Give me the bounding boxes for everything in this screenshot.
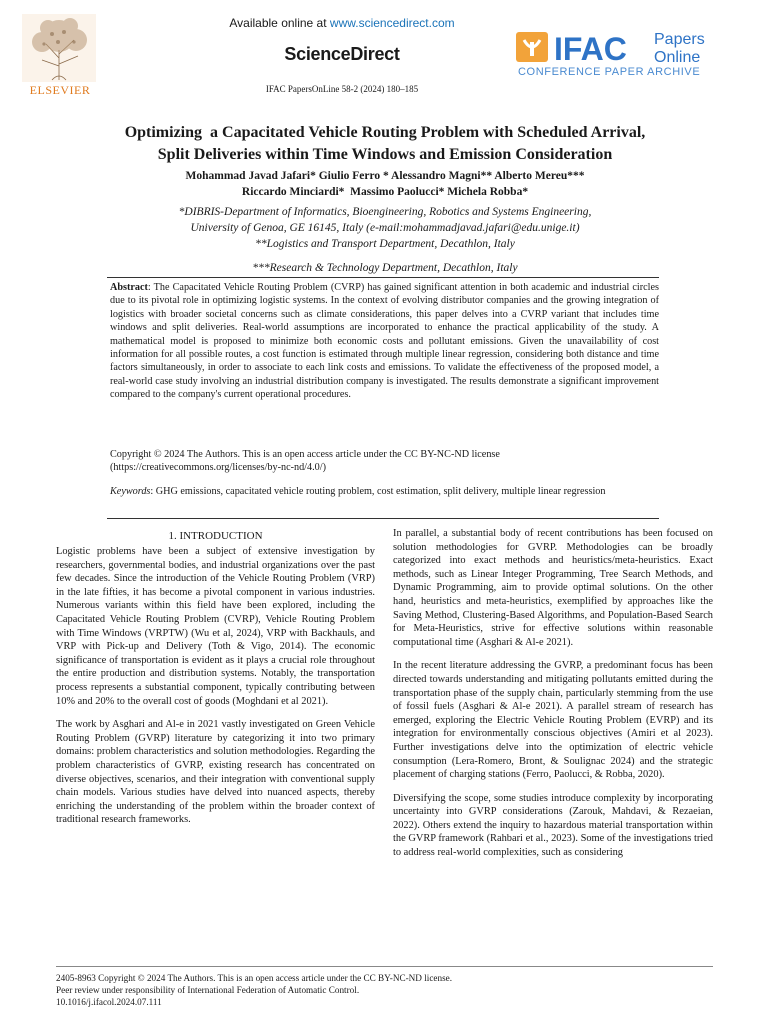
affiliation-2: University of Genoa, GE 16145, Italy (e-mail:mohammadjavad.jafari@edu.unige.it)	[190, 222, 580, 234]
affiliation-4: ***Research & Technology Department, Decathlon, Italy	[252, 262, 518, 274]
footer-peer-review: Peer review under responsibility of International Federation of Automatic Control.	[56, 985, 360, 995]
section-heading: 1. INTRODUCTION	[168, 530, 263, 542]
footer-doi[interactable]: 10.1016/j.ifacol.2024.07.111	[56, 997, 162, 1007]
keywords-label: Keywords	[110, 486, 151, 497]
paper-title	[60, 122, 710, 166]
keywords	[110, 485, 659, 498]
footer	[56, 972, 713, 1008]
online-word: Online	[654, 49, 701, 66]
title-line-2: Split Deliveries within Time Windows and Emission Consideration	[157, 146, 613, 163]
journal-citation: IFAC PapersOnLine 58-2 (2024) 180–185	[265, 84, 419, 94]
right-column	[393, 527, 713, 870]
abstract-label: Abstract	[110, 282, 148, 293]
abstract	[110, 281, 659, 402]
elsevier-wordmark: ELSEVIER	[29, 83, 91, 97]
abstract-text: : The Capacitated Vehicle Routing Problem (CVRP) has gained significant attention in both academic and industrial circles due to its pivotal role in optimizing logistic systems. In the context of evolving distributor companies and the growing integration of logistics with broader societal concerns such as climate considerations, this paper delves into a CVRP variant that includes time windows and split deliveries. Real-world assumptions are incorporated to enhance the practical applicability of the study. A mathematical model is proposed to minimize both economic costs and pollutant emissions. Given the unavailability of cost information for all possible routes, a cost function is estimated through multiple linear regression, considering both distance and time factors simultaneously, in order to associate to each link costs and emissions. To validate the effectiveness of the proposed model, a real-world case study involving an industrial distribution company is investigated. The results demonstrate a significant improvement compared to the company's current operational procedures.	[110, 282, 659, 401]
ifac-word: IFAC	[554, 31, 627, 67]
authors-line-2: Riccardo Minciardi* Massimo Paolucci* Michela Robba*	[241, 186, 529, 198]
footer-copyright: 2405-8963 Copyright © 2024 The Authors. This is an open access article under the CC BY-NC-ND license.	[56, 973, 453, 983]
footer-divider	[56, 966, 713, 967]
paragraph: In the recent literature addressing the GVRP, a predominant focus has been directed towards understanding and mitigating pollutants emitted during the transportation phase of the supply chain, particularly stemming from the use of fossil fuels (Asghari & Al-e 2021). A parallel stream of research has emerged, exploring the Electric Vehicle Routing Problem (EVRP) and its integration for environmentally conscious objectives (Amiri et al 2023). Further investigations delve into the optimization of electric vehicle consumption (Lera-Romero, Bront, & Soulignac 2024) and the strategic placement of charging stations (Ferro, Paolucci, & Robba, 2020).	[393, 660, 713, 781]
affiliation-3: **Logistics and Transport Department, Decathlon, Italy	[255, 238, 515, 250]
conference-paper-archive: CONFERENCE PAPER ARCHIVE	[518, 66, 701, 78]
keywords-text: : GHG emissions, capacitated vehicle routing problem, cost estimation, split delivery, multiple linear regression	[150, 486, 606, 497]
available-prefix: Available online at	[229, 16, 330, 30]
affiliation-1: *DIBRIS-Department of Informatics, Bioengineering, Robotics and Systems Engineering,	[178, 206, 592, 218]
license-link[interactable]: (https://creativecommons.org/licenses/by-nc-nd/4.0/)	[110, 462, 326, 474]
paragraph: Diversifying the scope, some studies introduce complexity by incorporating uncertainty into GVRP considerations (Zarouk, Mahdavi, & Rezaeian, 2022). Others extend the inquiry to hazardous material transportation within the GVRP framework (Rahbari et al., 2023). Some of the investigations tried to address real-world complexities, such as considering	[393, 792, 713, 859]
paragraph: The work by Asghari and Al-e in 2021 vastly investigated on Green Vehicle Routing Problem (GVRP) literature by categorizing it into two primary domains: problem characteristics and solution methodologies. Regarding the problem characteristics of GVRP, existing research has concentrated on diverse objectives, scenarios, and their integration with conventional supply chain models. Various studies have delved into nuanced aspects, thereby enriching the understanding of the problem within the broader context of traditional research frameworks.	[56, 719, 375, 826]
copyright-notice	[110, 448, 659, 475]
left-column	[56, 545, 375, 837]
copyright-text: Copyright © 2024 The Authors. This is an open access article under the CC BY-NC-ND license	[110, 449, 500, 460]
sciencedirect-title: ScienceDirect	[284, 44, 400, 64]
sciencedirect-link[interactable]: www.sciencedirect.com	[329, 16, 455, 30]
papers-word: Papers	[654, 31, 705, 48]
paragraph: In parallel, a substantial body of recent contributions has been focused on solution methodologies for GVRP. Methodologies can be broadly categorized into exact methods and heuristics/meta-heuristics. Exact methods, such as Linear Integer Programming, Tree Search Methods, and Dynamic Programming, aim to provide optimal solutions. On the other hand, heuristics and meta-heuristics, exemplified by approaches like the Saving Method, Clustering-Based Algorithms, and Population-Based Search for Meta-Heuristics, strive for effective solutions within reasonable computational time (Asghari & Al-e 2021).	[393, 528, 713, 648]
paragraph: Logistic problems have been a subject of extensive investigation by researchers, governmental bodies, and industrial organizations over the past few decades. Since the introduction of the Vehicle Routing Problem (VRP) in the late fifties, it has become a pivotal component in various industries. Numerous variants within this field have been explored, including the Capacitated Vehicle Routing Problem (CVRP), Vehicle Routing Problem with Time Windows (VRPTW) (Wu et al, 2024), VRP with Backhauls, and VRP with Pick-up and Delivery (Toth & Vigo, 2014). The economic significance of transportation is evident as it plays a crucial role throughout the entire production and distribution systems. Notably, the transportation process represents a substantial component, typically contributing between 10% and 20% to the overall cost of goods (Moghdani et al 2021).	[56, 546, 375, 707]
authors-line-1: Mohammad Javad Jafari* Giulio Ferro * Alessandro Magni** Alberto Mereu***	[185, 170, 585, 182]
affiliations	[60, 204, 710, 276]
title-line-1: Optimizing a Capacitated Vehicle Routing Problem with Scheduled Arrival,	[124, 124, 646, 141]
author-list	[60, 168, 710, 200]
